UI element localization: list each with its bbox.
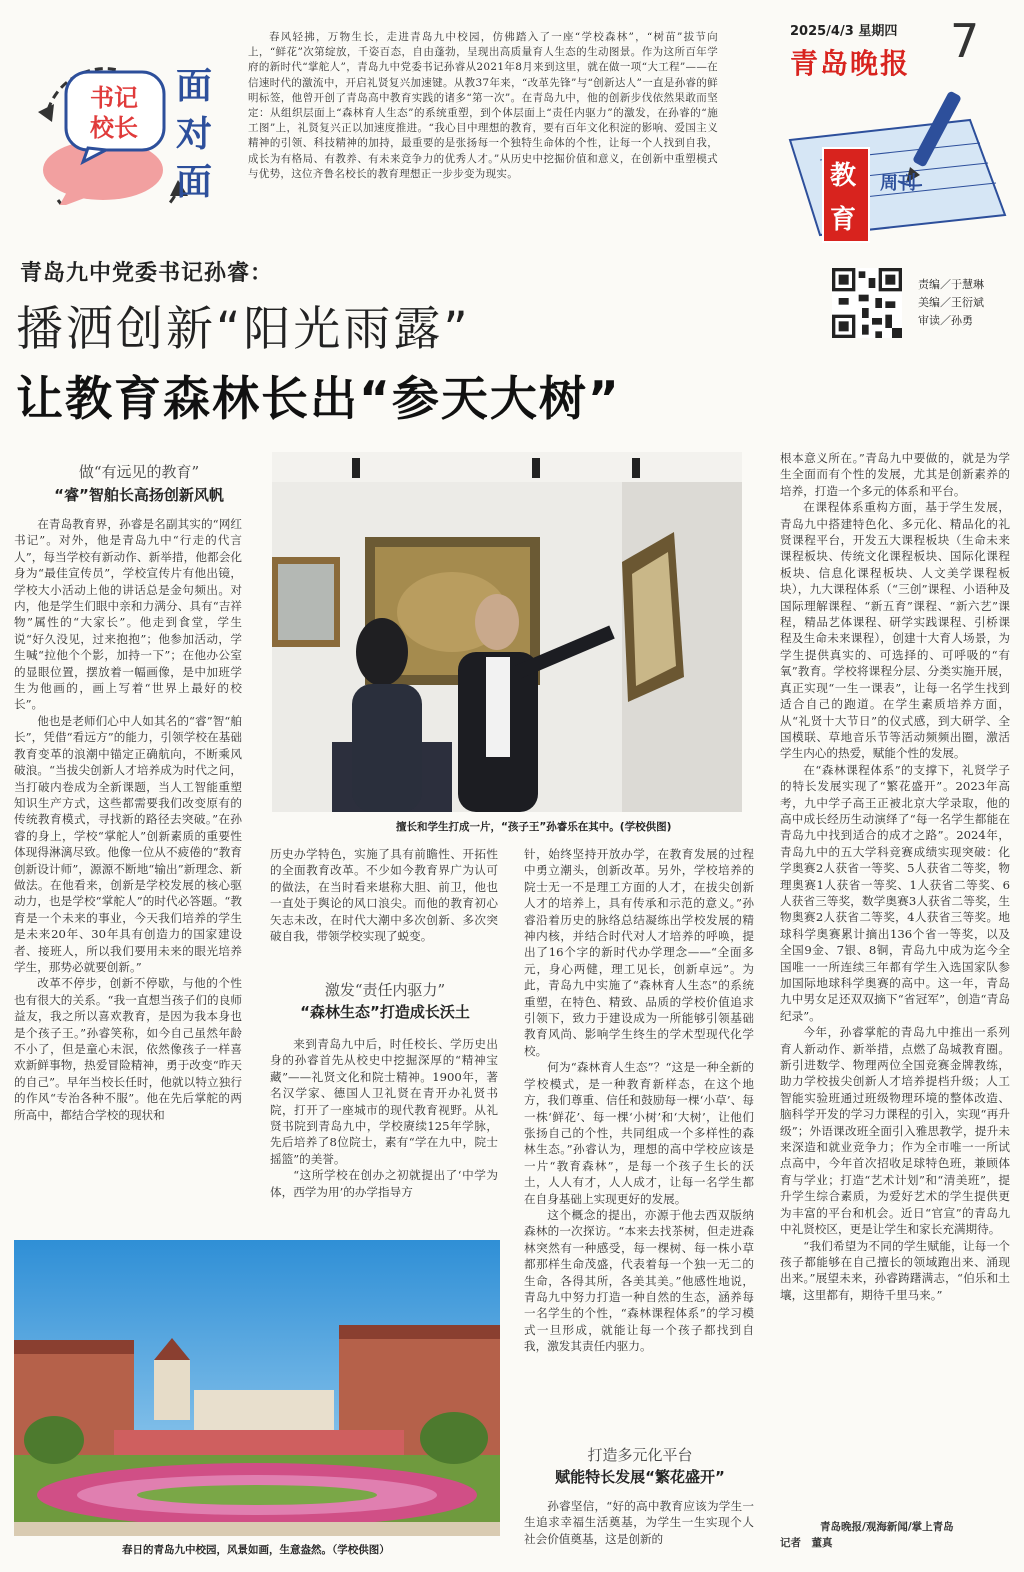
col3-p1: 针，始终坚持开放办学，在教育发展的过程中勇立潮头，创新改革。另外，学校培养的院士无一不是理工方面的人才，在拔尖创新人才的培养上，具有传承和示范的意义。”孙睿沿着历史的脉络总结凝练出学校发展的精神内核，并结合时代对人才培养的呼唤，提出了16个字的新时代办学理念——“全面多元，身心两健，理工见长，创新卓远”。为此，青岛九中实施了“森林育人生态”的系统重塑，在特色、精致、品质的学校价值追求引领下，致力于建设成为一所能够引领基础教育风尚、影响学生终生的学术型现代化学校。 xyxy=(524,847,754,1058)
proof-credit: 审读／孙勇 xyxy=(918,314,973,327)
issue-date xyxy=(790,20,897,39)
col2b-p2: “这所学校在创办之初就提出了‘中学为体，西学为用’的办学指导方 xyxy=(270,1168,498,1199)
headline-line1: 播洒创新“阳光雨露” xyxy=(16,302,471,357)
section1-head: “睿”智舶长高扬创新风帆 xyxy=(54,486,224,504)
column-logo xyxy=(28,50,228,205)
section-logo xyxy=(780,85,1010,245)
section3-subhead: 打造多元化平台 xyxy=(587,1446,693,1464)
photo-campus xyxy=(14,1240,500,1536)
photo-gallery xyxy=(272,452,742,812)
headline-line2: 让教育森林长出“参天大树” xyxy=(16,372,621,427)
paper-name: 青岛晚报 xyxy=(790,47,911,80)
col3b-p1: 孙睿坚信，“好的高中教育应该为学生一生追求幸福生活奠基，为学生一生实现个人社会价值奠基，这是创新的 xyxy=(524,1499,754,1546)
col1-p3: 改革不停步，创新不停歇，与他的个性也有很大的关系。“我一直想当孩子们的良师益友，我之所以喜欢教育，是因为我本身也是个孩子王。”孙睿笑称，如今自己虽然年龄不小了，但是童心未泯，依然像孩子一样喜欢新鲜事物，热爱冒险精神，勇于改变“昨天的自己”。早年当校长任时，他就以特立独行的作风“专治各种不服”。他在先后掌舵的两所高中，都结合学校的现状和 xyxy=(14,976,242,1122)
col1-p1: 在青岛教育界，孙睿是名副其实的“网红书记”。对外，他是青岛九中“行走的代言人”，每当学校有新动作、新举措，他都会化身为“最佳宣传员”，学校宣传片有他出镜，学校大小活动上他的讲话总是金句频出。对内，他是学生们眼中亲和力满分、具有“吉祥物”属性的“大家长”。他走到食堂，学生说“好久没见，过来抱抱”；他参加活动，学生喊“拉他个个影，加持一下”；在他办公室的显眼位置，摆放着一幅画像，是中加班学生为他画的，画上写着“世界上最好的校长”。 xyxy=(14,517,242,712)
campus-scene-image xyxy=(14,1240,500,1536)
byline-reporter: 记者 董真 xyxy=(780,1537,833,1549)
column-3b xyxy=(524,1498,754,1564)
column-big-char-2: 对 xyxy=(176,114,213,155)
page-number: 7 xyxy=(950,14,980,68)
section1-subhead: 做“有远见的教育” xyxy=(78,463,200,481)
col1-p2: 他也是老师们心中人如其名的“睿”智“舶长”，凭借“看远方”的能力，引领学校在基础教育变革的浪潮中锚定正确航向，不断乘风破浪。“当拔尖创新人才培养成为时代之问，当打破内卷成为全新课题，当人工智能重塑知识生产方式，这些都需要我们改变原有的传统教育模式，寻找新的路径去突破。”在孙睿的身上，学校“掌舵人”创新素质的重要性体现得淋漓尽致。他像一位从不疲倦的“教育创新设计师”，源源不断地“输出”新理念、新做法。在他看来，创新是学校发展的核心驱动力，也是学校“掌舵人”的时代必答题。“教育是一个未来的事业，今天我们培养的学生是未来20年、30年具有创造力的国家建设者、接班人，所以我们要用未来的眼光培养学生，那势必就要创新。” xyxy=(14,713,242,974)
col4-p4: 今年，孙睿掌舵的青岛九中推出一系列育人新动作、新举措，点燃了岛城教育圈。新引进数学、物理两位全国竞赛金牌教练，助力学校拔尖创新人才培养提档升级；人工智能实验班通过班级物理环境的整体改造、脑科学开发的学习力课程的引入，实现“再升级”；外语课改班全面引入雅思教学，提升未来深造和就业竞争力；作为全市唯一一所试点高中，今年首次招收足球特色班，兼顾体育与学业；打造“艺术计划”和“清美班”，提升学生综合素质，为爱好艺术的学生提供更为丰富的平台和机会。近日“官宣”的青岛九中礼贤校区，更是让学生和家长充满期待。 xyxy=(780,1025,1010,1237)
pen-notebook-icon xyxy=(780,85,1010,245)
column-2a xyxy=(270,846,498,970)
date: 2025/4/3 xyxy=(790,24,854,39)
col4-p3: 在“森林课程体系”的支撑下，礼贤学子的特长发展实现了“繁花盛开”。2023年高考，九中学子高王正被北京大学录取，他的高中成长经历生动演绎了“每一名学生都能在青岛九中找到适合的成才之路”。2024年，青岛九中的五大学科竞赛成绩实现突破：化学奥赛2人获省一等奖、5人获省二等奖，物理奥赛1人获省一等奖、1人获省二等奖、6人获省三等奖，数学奥赛3人获省二等奖，生物奥赛2人获省二等奖，4人获省三等奖。地球科学奥赛累计摘出136个省一等奖，以及全国9金、7银、8铜，青岛九中成为迄今全国唯一一所连续三年都有学生入选国家队参加国际地球科学奥赛的高中。这一年，青岛九中男女足还双双摘下“省冠军”，创造“青岛纪录”。 xyxy=(780,762,1010,1023)
col2a-p1: 历史办学特色，实施了具有前瞻性、开拓性的全面教育改革。不少如今教育界广为认可的做法，在当时看来堪称大胆、前卫，他也一直处于舆论的风口浪尖。而他的教育初心矢志未改，在时代大潮中多次创新、多次突破自我，带领学校实现了蜕变。 xyxy=(270,847,498,944)
column-big-char-3: 面 xyxy=(176,162,213,203)
byline-outlets: 青岛晚报/观海新闻/掌上青岛 xyxy=(820,1521,954,1533)
intro-paragraph: 春风轻拂，万物生长，走进青岛九中校园，仿佛踏入了一座“学校森林”，“树苗”拔节向上，“鲜花”次第绽放，千姿百态，自由蓬勃，呈现出高质量育人生态的生动图景。作为这所百年学府的新时代“掌舵人”，青岛九中党委书记孙睿从2021年8月来到这里，就在做一项“大工程”——在信速时代的激流中，开启礼贤复兴加速键。从教37年来，“改革先锋”与“创新达人”一直是孙睿的鲜明标签，他曾开创了青岛高中教育实践的诸多“第一次”。在青岛九中，他的创新步伐依然果敢而坚定：从组织层面上“森林育人生态”的系统重塑，到个体层面上“责任内驱力”的激发，在孙睿的“施工图”上，礼贤复兴正以加速度推进。“我心目中理想的教育，要有百年文化积淀的影响、爱国主义精神的引领、科技精神的加持，最重要的是张扬每一个独特生命体的个性，让每一个人找到自我，成长为有格局、有教养、有未来竞争力的优秀人才。”从历史中挖掘价值和意义，在创新中重塑模式与优势，这位齐鲁名校长的教育理想正一步步变为现实。 xyxy=(248,31,718,180)
qr-code-icon xyxy=(832,268,902,338)
col4-p5: “我们希望为不同的学生赋能，让每一个孩子都能够在自己擅长的领域跑出来、涌现出来。”展望未来，孙睿踌躇满志，“伯乐和土壤，这里都有，期待千里马来。” xyxy=(780,1238,1010,1302)
weekday: 星期四 xyxy=(858,24,898,39)
editor-credit: 责编／于慧琳 xyxy=(918,278,984,291)
headline-kicker: 青岛九中党委书记孙睿： xyxy=(20,261,274,286)
col4-p1: 根本意义所在。”青岛九中要做的，就是为学生全面而有个性的发展，尤其是创新素养的培养，打造一个多元的体系和平台。 xyxy=(780,451,1010,498)
col4-p2: 在课程体系重构方面，基于学生发展，青岛九中搭建特色化、多元化、精品化的礼贤课程平台，开发五大课程板块（生命未来课程板块、传统文化课程板块、国际化课程板块、信息化课程板块、人文美学课程板块），九大课程体系（“三创”课程、小语种及国际理解课程、“新五育”课程、“新六艺”课程，精品艺体课程、研学实践课程、引桥课程及生命未来课程），创建十大育人场景，为学生提供真实的、可选择的、可呼吸的“有氧”教育。学校将课程分层、分类实施开展，真正实现“一生一课表”，让每一名学生找到适合自己的跑道。在学生素质培养方面，从“礼贤十大节日”的仪式感，到大研学、全国模联、草地音乐节等活动频频出圈，激活学生内心的热爱，赋能个性的发展。 xyxy=(780,500,1010,761)
photo1-caption: 擅长和学生打成一片，“孩子王”孙睿乐在其中。(学校供图) xyxy=(396,821,672,833)
gallery-scene-image xyxy=(272,452,742,812)
section-weekly: 周刊 xyxy=(880,173,916,194)
column-2b xyxy=(270,1036,498,1230)
designer-credit: 美编／王衍斌 xyxy=(918,296,984,309)
col2b-p1: 来到青岛九中后，时任校长、学历史出身的孙睿首先从校史中挖掘深厚的“精神宝藏”——礼贤文化和院士精神。1900年，著名汉学家、德国人卫礼贤在青开办礼贤书院，打开了一座城市的现代教育视野。从礼贤书院到青岛九中，学校赓续125年学脉，先后培养了8位院士，素有“学在九中，院士摇篮”的美誉。 xyxy=(270,1037,498,1166)
section-char-b: 育 xyxy=(830,205,857,235)
column-big-char-1: 面 xyxy=(176,66,213,107)
column-tag-line2: 校长 xyxy=(90,114,138,142)
staff-credits xyxy=(918,276,984,330)
column-tag-line1: 书记 xyxy=(90,84,138,112)
column-1 xyxy=(14,516,242,1228)
col3-p2: 何为“森林育人生态”？“这是一种全新的学校模式，是一种教育新样态，在这个地方，我们尊重、信任和鼓励每一棵‘小草’、每一株‘鲜花’、每一棵‘小树’和‘大树’，让他们张扬自己的个性，共同组成一个多样性的森林生态。”孙睿认为，理想的高中学校应该是一片“教育森林”，是每一个孩子生长的沃土，人人有才，人人成才，让每一名学生都在自身基础上实现更好的发展。 xyxy=(524,1060,754,1206)
photo2-caption: 春日的青岛九中校园，风景如画，生意盎然。（学校供图） xyxy=(122,1544,390,1556)
column-3 xyxy=(524,846,754,1436)
section-char-a: 教 xyxy=(830,161,857,191)
section2-head: “森林生态”打造成长沃土 xyxy=(300,1003,470,1021)
section2-subhead: 激发“责任内驱力” xyxy=(324,981,446,999)
section3-head: 赋能特长发展“繁花盛开” xyxy=(555,1468,725,1486)
byline xyxy=(780,1519,954,1551)
col3-p3: 这个概念的提出，亦源于他去西双版纳森林的一次探访。“本来去找茶树，但走进森林突然有一种感受，每一棵树、每一株小草都那样生命茂盛，代表着每一个独一无二的生命，各得其所，各美其美。”他感性地说，青岛九中努力打造一种自然的生态，涵养每一名学生的个性，“森林课程体系”的学习模式一旦形成，就能让每一个孩子都找到自我，激发其责任内驱力。 xyxy=(524,1207,754,1354)
column-4 xyxy=(780,450,1010,1512)
